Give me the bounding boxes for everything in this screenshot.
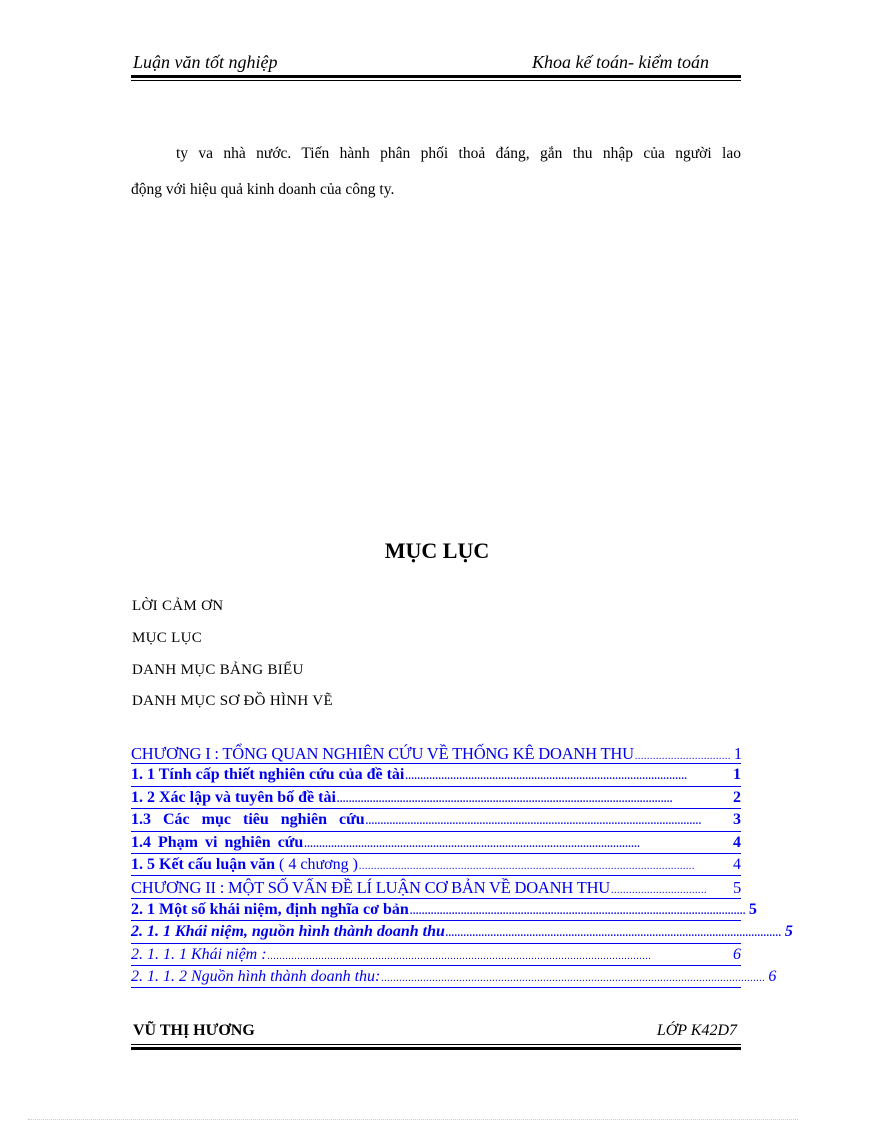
toc-entry-2-1-1[interactable]: 2. 1. 1 Khái niệm, nguồn hình thành doanh thu ................................................................................................................ 5 — [131, 923, 741, 945]
toc-entry-1-3[interactable]: 1.3 Các mục tiêu nghiên cứu ................................................................................................................ 3 — [131, 811, 741, 833]
footer-author: VŨ THỊ HƯƠNG — [133, 1022, 255, 1039]
toc-entry-1-5[interactable]: 1. 5 Kết cấu luận văn ( 4 chương ) ................................................................................................................ 4 — [131, 856, 741, 878]
header-faculty-label: Khoa kế toán- kiểm toán — [532, 52, 709, 72]
toc-entry-2-1-1-2[interactable]: 2. 1. 1. 2 Nguồn hình thành doanh thu: ................................................................................................................................ 6 — [131, 968, 741, 990]
toc-entry-2-1-1-1[interactable]: 2. 1. 1. 1 Khái niệm : ................................................................................................................................ 6 — [131, 946, 741, 968]
front-item-figures: DANH MỤC SƠ ĐỒ HÌNH VẼ — [132, 693, 333, 709]
toc-entry-1-2[interactable]: 1. 2 Xác lập và tuyên bố đề tài ................................................................................................................ 2 — [131, 789, 741, 811]
toc-entry-2-1[interactable]: 2. 1 Một số khái niệm, định nghĩa cơ bản ................................................................................................................ 5 — [131, 901, 741, 923]
body-line-2: động với hiệu quả kinh doanh của công ty. — [131, 181, 395, 198]
page-title: MỤC LỤC — [384, 538, 490, 563]
front-item-thanks: LỜI CẢM ƠN — [132, 598, 224, 614]
toc-entry-1-1[interactable]: 1. 1 Tính cấp thiết nghiên cứu của đề tài .............................................................................................. 1 — [131, 766, 741, 788]
body-paragraph — [131, 143, 741, 201]
body-line-1: ty va nhà nước. Tiến hành phân phối thoả đáng, gắn thu nhập của người lao — [176, 145, 741, 162]
front-item-toc: MỤC LỤC — [132, 630, 203, 646]
toc-entry-chapter-2[interactable]: CHƯƠNG II : MỘT SỐ VẤN ĐỀ LÍ LUẬN CƠ BẢN VỀ DOANH THU ................................ 5 — [131, 878, 741, 900]
page-header — [131, 52, 741, 76]
toc-entry-1-4[interactable]: 1.4 Phạm vi nghiên cứu ................................................................................................................ 4 — [131, 834, 741, 856]
footer-class: LỚP K42D7 — [656, 1022, 737, 1039]
table-of-contents — [131, 744, 793, 990]
page-footer — [131, 1022, 741, 1044]
footer-rule-thin — [131, 1044, 741, 1045]
header-rule-thick — [131, 75, 741, 78]
page-bottom-edge — [28, 1119, 798, 1120]
header-rule-thin — [131, 80, 741, 81]
front-item-tables: DANH MỤC BẢNG BIỂU — [132, 662, 304, 678]
header-thesis-label: Luận văn tốt nghiệp — [133, 52, 278, 72]
footer-rule-thick — [131, 1047, 741, 1050]
toc-entry-chapter-1[interactable]: CHƯƠNG I : TỔNG QUAN NGHIÊN CỨU VỀ THỐNG KÊ DOANH THU ................................ 1 — [131, 744, 741, 766]
